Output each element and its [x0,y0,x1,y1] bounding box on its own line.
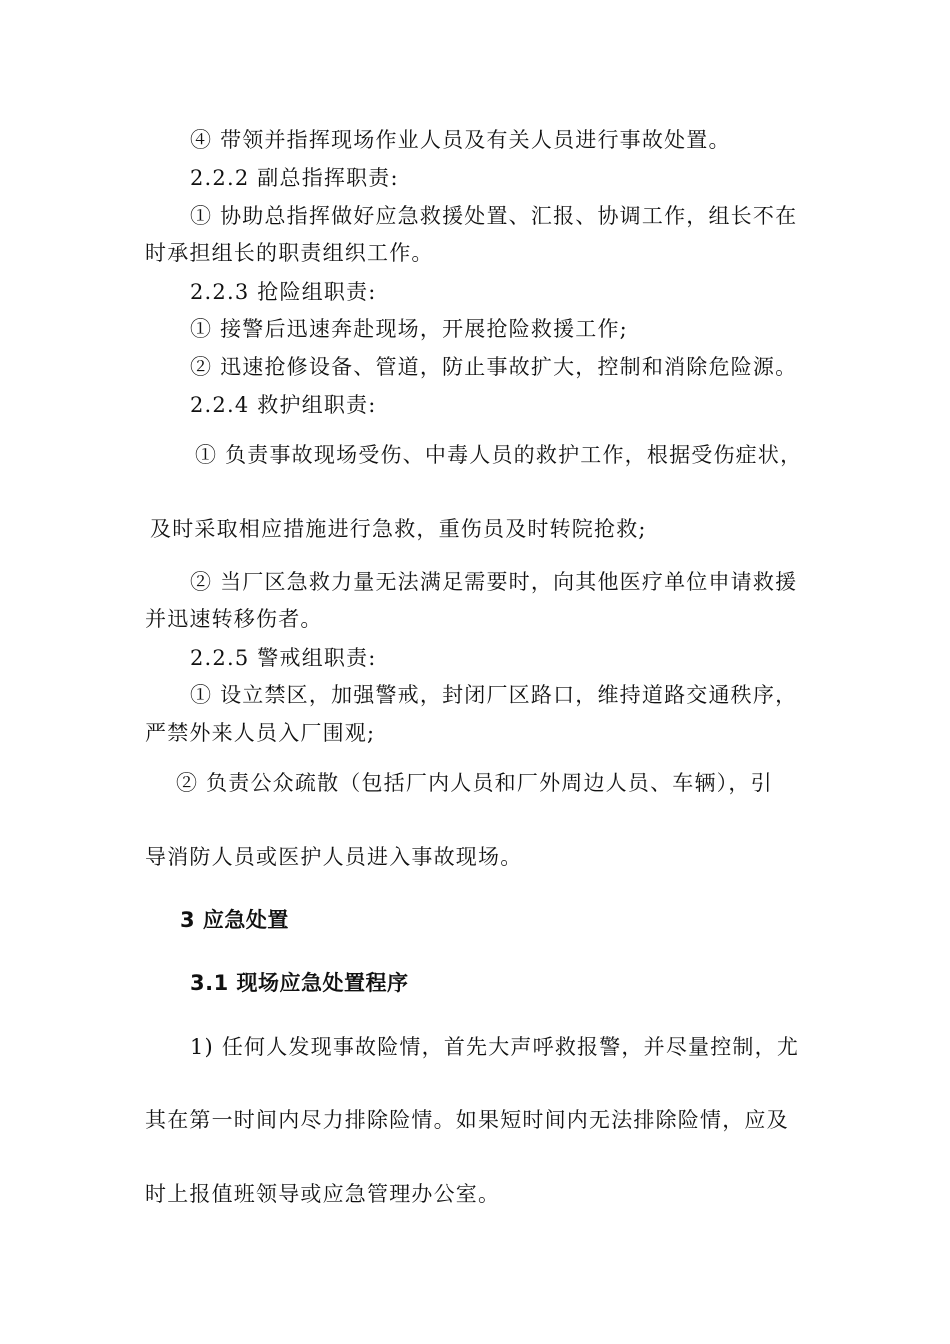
paragraph-line: 及时采取相应措施进行急救，重伤员及时转院抢救; [150,517,647,541]
paragraph-line: 导消防人员或医护人员进入事故现场。 [145,845,523,869]
paragraph-line: ② 负责公众疏散（包括厂内人员和厂外周边人员、车辆），引 [176,771,773,795]
section-heading-3-1: 3.1 现场应急处置程序 [190,971,409,995]
section-heading-2-2-3: 2.2.3 抢险组职责: [190,280,377,304]
paragraph-line: ② 当厂区急救力量无法满足需要时，向其他医疗单位申请救援 [190,570,798,594]
section-heading-2-2-5: 2.2.5 警戒组职责: [190,646,377,670]
paragraph-line: 时上报值班领导或应急管理办公室。 [145,1182,501,1206]
paragraph-line: 时承担组长的职责组织工作。 [145,241,434,265]
chapter-heading-3: 3 应急处置 [180,908,289,932]
paragraph-line: ① 负责事故现场受伤、中毒人员的救护工作，根据受伤症状， [195,443,803,467]
paragraph-line: ① 接警后迅速奔赴现场，开展抢险救援工作; [190,317,628,341]
paragraph-line: ① 设立禁区，加强警戒，封闭厂区路口，维持道路交通秩序， [190,683,798,707]
paragraph-line: ① 协助总指挥做好应急救援处置、汇报、协调工作，组长不在 [190,204,798,228]
paragraph-line: 1) 任何人发现事故险情，首先大声呼救报警，并尽量控制，尤 [190,1035,800,1059]
section-heading-2-2-4: 2.2.4 救护组职责: [190,393,377,417]
section-heading-2-2-2: 2.2.2 副总指挥职责: [190,166,399,190]
item-lead-command: ④ 带领并指挥现场作业人员及有关人员进行事故处置。 [190,128,731,152]
paragraph-line: 并迅速转移伤者。 [145,607,323,631]
paragraph-line: ② 迅速抢修设备、管道，防止事故扩大，控制和消除危险源。 [190,355,798,379]
paragraph-line: 其在第一时间内尽力排除险情。如果短时间内无法排除险情，应及 [145,1108,789,1132]
paragraph-line: 严禁外来人员入厂围观; [145,721,376,745]
